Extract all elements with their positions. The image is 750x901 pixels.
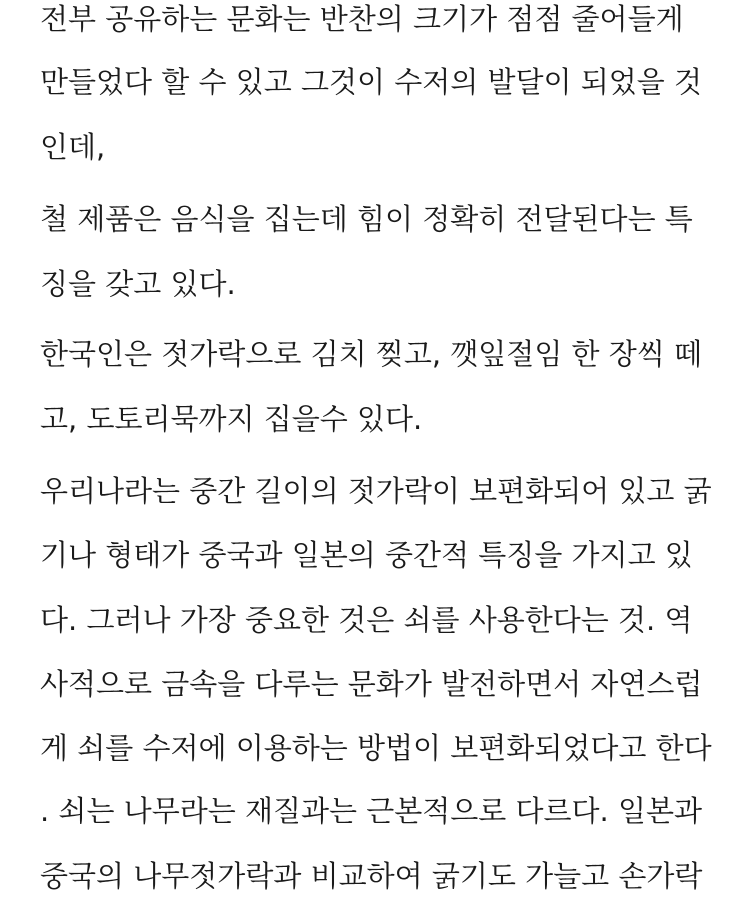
text-line: 다. 그러나 가장 중요한 것은 쇠를 사용한다는 것. 역 [40, 603, 693, 637]
text-line: 우리나라는 중간 길이의 젓가락이 보편화되어 있고 굵 [40, 474, 712, 508]
text-line: 고, 도토리묵까지 집을수 있다. [40, 402, 423, 436]
text-line: 중국의 나무젓가락과 비교하여 굵기도 가늘고 손가락 [40, 859, 703, 893]
text-line: 기나 형태가 중국과 일본의 중간적 특징을 가지고 있 [40, 538, 693, 572]
text-line: . 쇠는 나무라는 재질과는 근본적으로 다르다. 일본과 [40, 794, 703, 828]
text-line: 한국인은 젓가락으로 김치 찢고, 깻잎절임 한 장씩 떼 [40, 337, 703, 371]
text-line: 사적으로 금속을 다루는 문화가 발전하면서 자연스럽 [40, 667, 703, 701]
text-line: 만들었다 할 수 있고 그것이 수저의 발달이 되었을 것 [40, 65, 703, 99]
text-line: 징을 갖고 있다. [40, 267, 236, 301]
text-line: 게 쇠를 수저에 이용하는 방법이 보편화되었다고 한다 [40, 731, 712, 765]
text-line: 철 제품은 음식을 집는데 힘이 정확히 전달된다는 특 [40, 202, 693, 236]
text-line: 전부 공유하는 문화는 반찬의 크기가 점점 줄어들게 [40, 2, 684, 36]
text-line: 인데, [40, 130, 106, 164]
